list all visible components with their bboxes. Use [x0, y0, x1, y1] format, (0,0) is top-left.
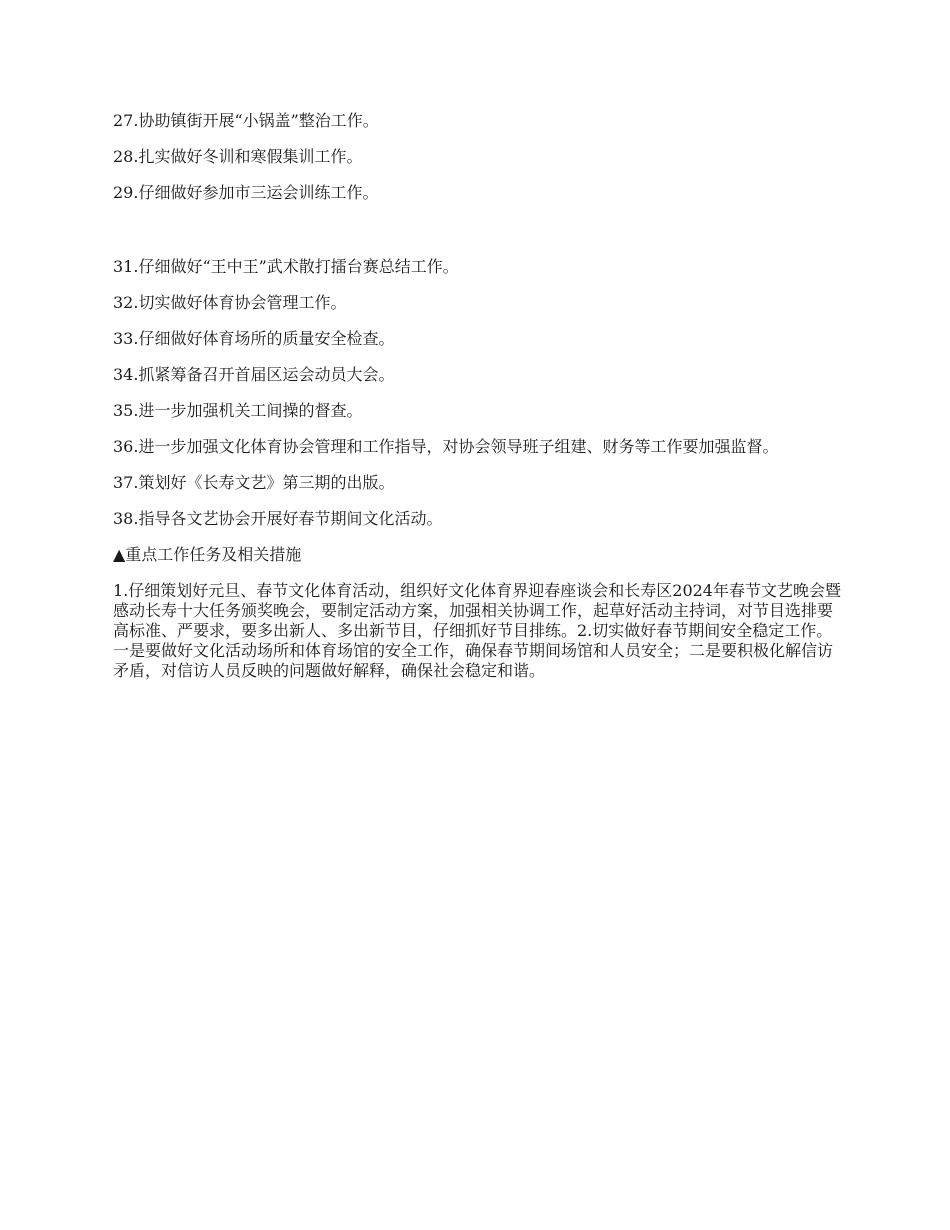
list-item: 27.协助镇街开展“小锅盖”整治工作。: [113, 111, 379, 130]
list-item: 35.进一步加强机关工间操的督查。: [113, 401, 363, 420]
section-heading: ▲重点工作任务及相关措施: [113, 545, 302, 564]
blank-gap: [113, 219, 843, 257]
list-item: 32.切实做好体育协会管理工作。: [113, 293, 347, 312]
body-paragraph: 1.仔细策划好元旦、春节文化体育活动，组织好文化体育界迎春座谈会和长寿区2024年春节文艺晚会暨感动长寿十大任务颁奖晚会，要制定活动方案，加强相关协调工作，起草好活动主持词，对节目选排要高标准、严要求，要多出新人、多出新节目，仔细抓好节目排练。2.切实做好春节期间安全稳定工作。一是要做好文化活动场所和体育场馆的安全工作，确保春节期间场馆和人员安全；二是要积极化解信访矛盾，对信访人员反映的问题做好解释，确保社会稳定和谐。: [113, 581, 841, 680]
list-item: 31.仔细做好“王中王”武术散打擂台赛总结工作。: [113, 257, 459, 276]
list-item: 33.仔细做好体育场所的质量安全检查。: [113, 329, 395, 348]
list-item: 34.抓紧筹备召开首届区运会动员大会。: [113, 365, 395, 384]
list-item: 36.进一步加强文化体育协会管理和工作指导，对协会领导班子组建、财务等工作要加强监督。: [113, 437, 779, 456]
list-item: 37.策划好《长寿文艺》第三期的出版。: [113, 473, 395, 492]
list-item: 29.仔细做好参加市三运会训练工作。: [113, 183, 379, 202]
list-item: 28.扎实做好冬训和寒假集训工作。: [113, 147, 363, 166]
document-page: [113, 111, 843, 681]
list-item: 38.指导各文艺协会开展好春节期间文化活动。: [113, 509, 443, 528]
